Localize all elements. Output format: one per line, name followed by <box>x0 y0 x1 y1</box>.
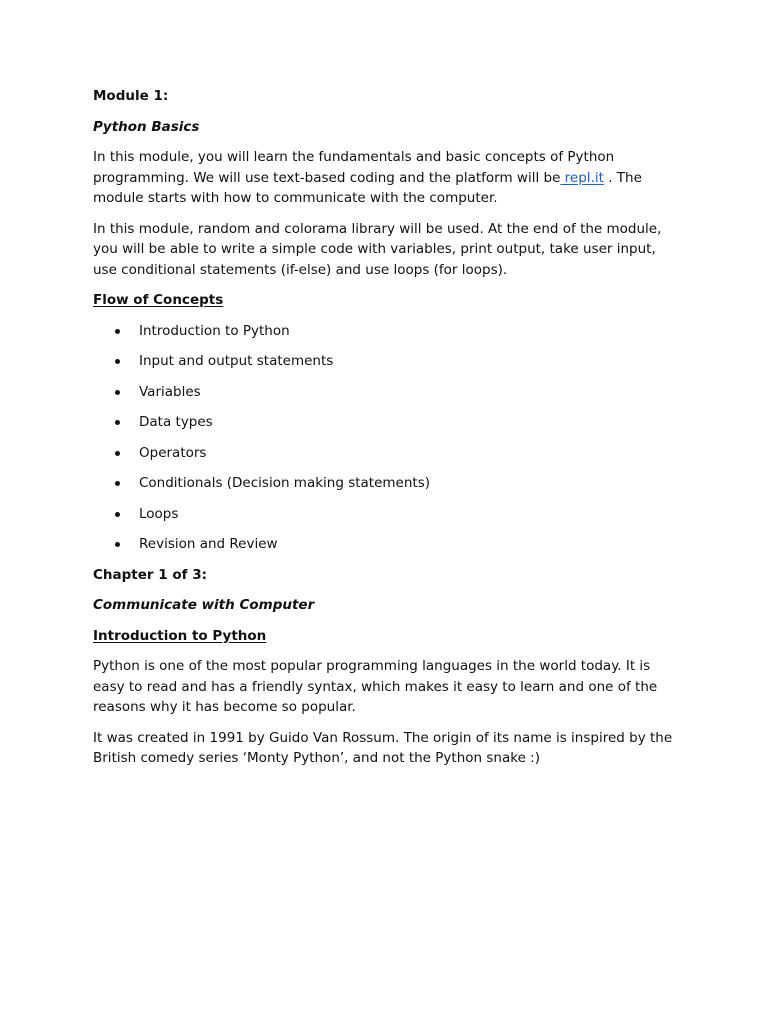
flow-list <box>93 321 683 555</box>
list-item: Revision and Review <box>93 534 683 555</box>
bullet-icon <box>115 420 120 425</box>
intro-text-part1: In this module, you will learn the fundamentals and basic concepts of Python programming. We will use text-based coding and the platform will be <box>93 149 615 186</box>
chapter-subtitle: Communicate with Computer <box>93 597 315 613</box>
module-heading: Module 1: <box>93 88 169 104</box>
bullet-icon <box>115 542 120 547</box>
bullet-icon <box>115 451 120 456</box>
document-page <box>93 86 683 769</box>
bullet-icon <box>115 512 120 517</box>
module-subtitle: Python Basics <box>93 118 200 135</box>
chapter-heading: Chapter 1 of 3: <box>93 566 207 583</box>
module-intro-paragraph <box>93 147 683 209</box>
list-item: Variables <box>93 382 683 403</box>
bullet-icon <box>115 390 120 395</box>
chapter-paragraph-1: Python is one of the most popular programming languages in the world today. It is easy to read and has a friendly syntax, which makes it easy to learn and one of the reasons why it has become so popular. <box>93 658 658 715</box>
chapter-paragraph-2: It was created in 1991 by Guido Van Rossum. The origin of its name is inspired by the British comedy series ‘Monty Python’, and not the Python snake :) <box>93 729 673 766</box>
module-libraries-paragraph: In this module, random and colorama library will be used. At the end of the module, you will be able to write a simple code with variables, print output, take user input, use conditional statements (if-else) and use loops (for loops). <box>93 220 662 278</box>
replit-link[interactable]: repl.it <box>560 169 604 186</box>
bullet-icon <box>115 481 120 486</box>
list-item: Loops <box>93 504 683 525</box>
flow-heading: Flow of Concepts <box>93 292 224 308</box>
list-item: Input and output statements <box>93 351 683 372</box>
list-item: Introduction to Python <box>93 321 683 342</box>
list-item: Data types <box>93 412 683 433</box>
intro-text-part2: . The module starts with how to communicate with the computer. <box>93 169 642 206</box>
list-item: Operators <box>93 443 683 464</box>
list-item: Conditionals (Decision making statements) <box>93 473 683 494</box>
bullet-icon <box>115 329 120 334</box>
section-heading: Introduction to Python <box>93 627 267 644</box>
bullet-icon <box>115 359 120 364</box>
